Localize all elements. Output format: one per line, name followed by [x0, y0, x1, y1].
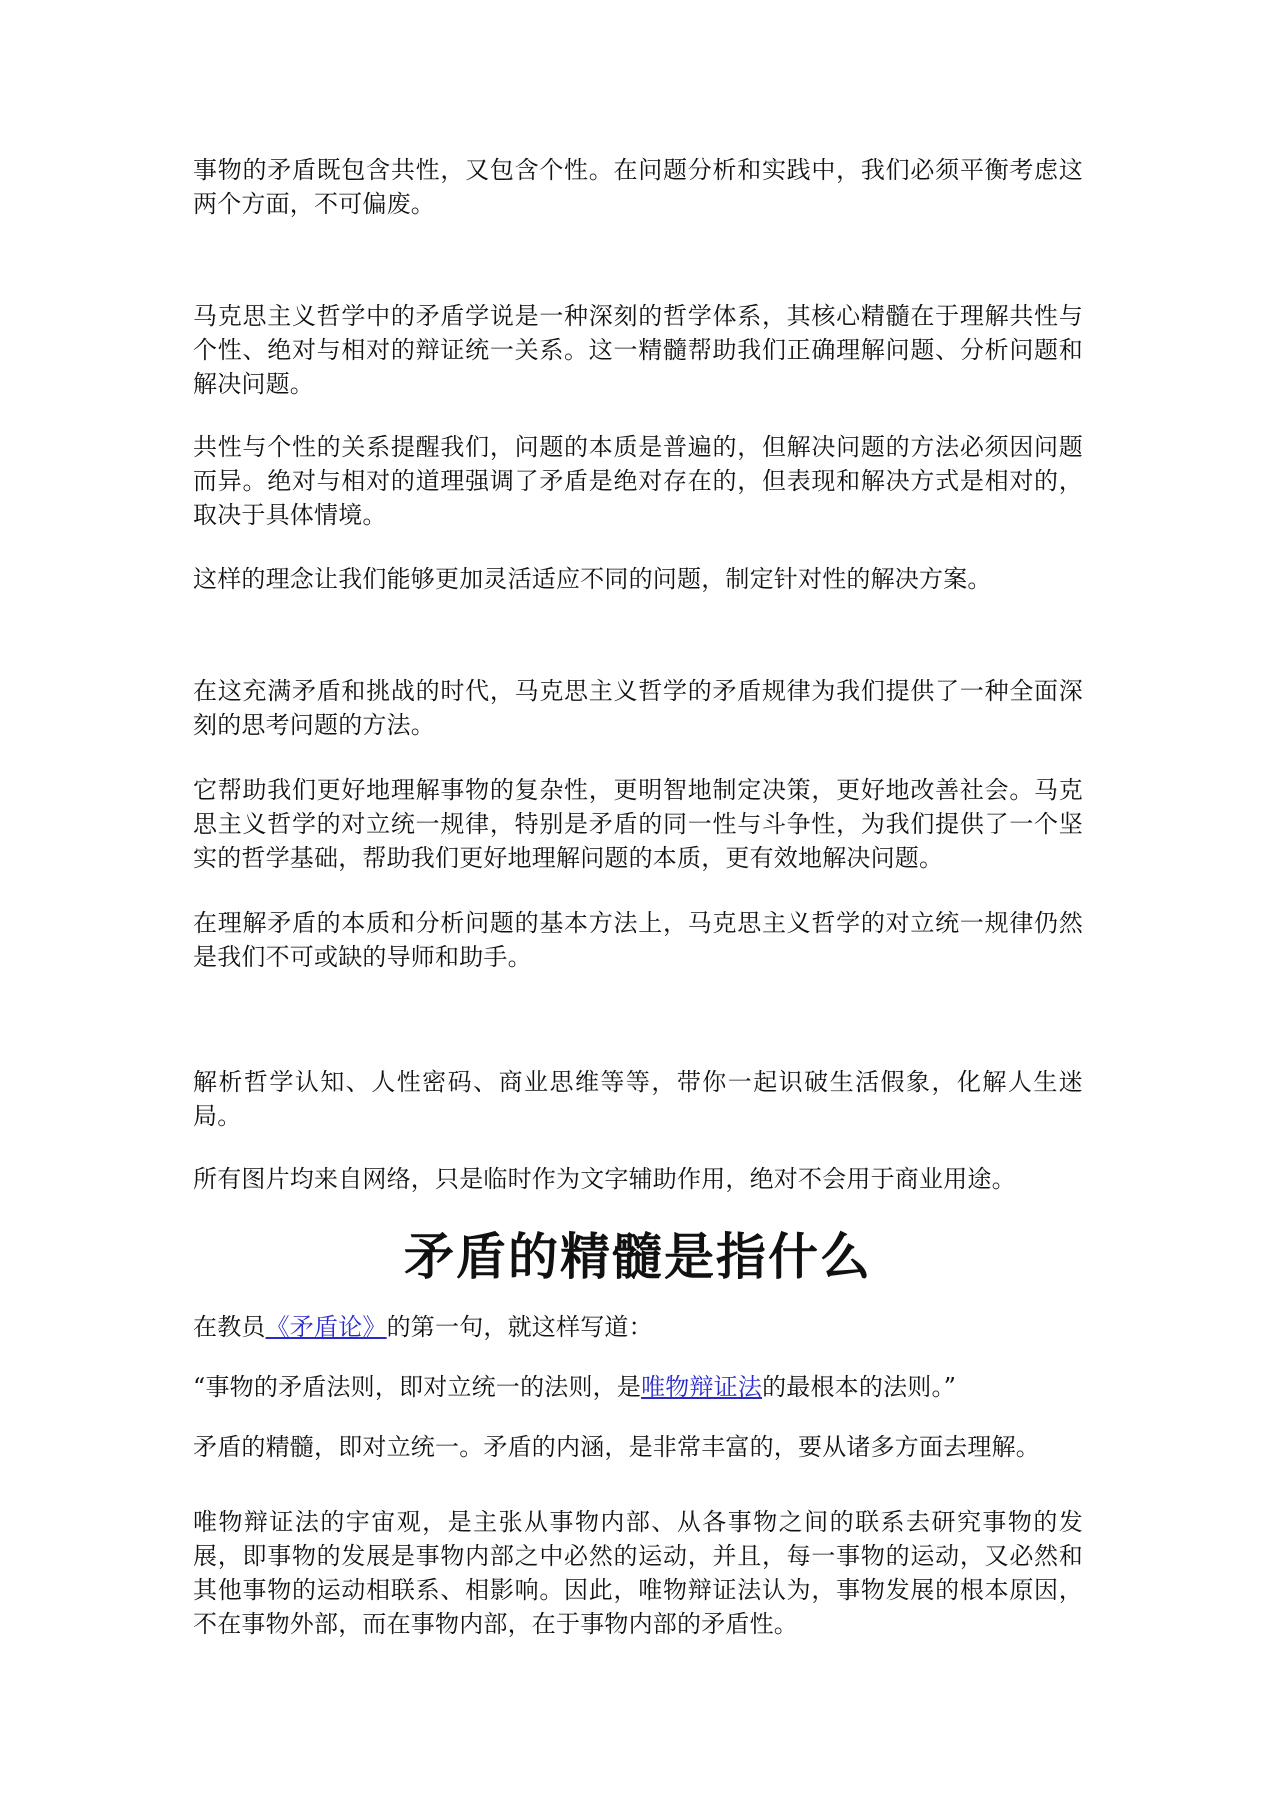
paragraph-image-disclaimer: 所有图片均来自网络，只是临时作为文字辅助作用，绝对不会用于商业用途。 — [193, 1165, 1016, 1193]
paragraph-commonality-individuality: 事物的矛盾既包含共性，又包含个性。在问题分析和实践中，我们必须平衡考虑这两个方面，不可偏废。 — [193, 156, 1083, 218]
paragraph-quote — [193, 1370, 1083, 1404]
paragraph-on-contradiction-intro — [193, 1310, 1083, 1344]
quote-text-after: 的最根本的法则。” — [762, 1373, 957, 1401]
paragraph-marxist-contradiction-theory: 马克思主义哲学中的矛盾学说是一种深刻的哲学体系，其核心精髓在于理解共性与个性、绝对与相对的辩证统一关系。这一精髓帮助我们正确理解问题、分析问题和解决问题。 — [193, 302, 1083, 398]
paragraph-commonality-relation: 共性与个性的关系提醒我们，问题的本质是普遍的，但解决问题的方法必须因问题而异。绝对与相对的道理强调了矛盾是绝对存在的，但表现和解决方式是相对的，取决于具体情境。 — [193, 433, 1083, 529]
paragraph-era-of-contradictions: 在这充满矛盾和挑战的时代，马克思主义哲学的矛盾规律为我们提供了一种全面深刻的思考问题的方法。 — [193, 677, 1083, 739]
section-heading: 矛盾的精髓是指什么 — [404, 1228, 872, 1286]
link-materialist-dialectics[interactable]: 唯物辩证法 — [641, 1373, 763, 1401]
paragraph-author-intro: 解析哲学认知、人性密码、商业思维等等，带你一起识破生活假象，化解人生迷局。 — [193, 1068, 1083, 1130]
intro-text-after: 的第一句，就这样写道： — [386, 1313, 653, 1341]
paragraph-helps-understand: 它帮助我们更好地理解事物的复杂性，更明智地制定决策，更好地改善社会。马克思主义哲学的对立统一规律，特别是矛盾的同一性与斗争性，为我们提供了一个坚实的哲学基础，帮助我们更好地理解问题的本质，更有效地解决问题。 — [193, 776, 1083, 872]
intro-text-before: 在教员 — [193, 1313, 266, 1341]
quote-text-before: “事物的矛盾法则，即对立统一的法则，是 — [193, 1373, 642, 1401]
paragraph-indispensable-mentor: 在理解矛盾的本质和分析问题的基本方法上，马克思主义哲学的对立统一规律仍然是我们不可或缺的导师和助手。 — [193, 909, 1083, 971]
paragraph-dialectical-cosmology: 唯物辩证法的宇宙观，是主张从事物内部、从各事物之间的联系去研究事物的发展，即事物的发展是事物内部之中必然的运动，并且，每一事物的运动，又必然和其他事物的运动相联系、相影响。因此，唯物辩证法认为，事物发展的根本原因，不在事物外部，而在事物内部，在于事物内部的矛盾性。 — [193, 1508, 1083, 1638]
paragraph-essence-of-contradiction: 矛盾的精髓，即对立统一。矛盾的内涵，是非常丰富的，要从诸多方面去理解。 — [193, 1433, 1040, 1461]
paragraph-flexible-adaptation: 这样的理念让我们能够更加灵活适应不同的问题，制定针对性的解决方案。 — [193, 565, 992, 593]
link-on-contradiction[interactable]: 《矛盾论》 — [265, 1313, 387, 1341]
